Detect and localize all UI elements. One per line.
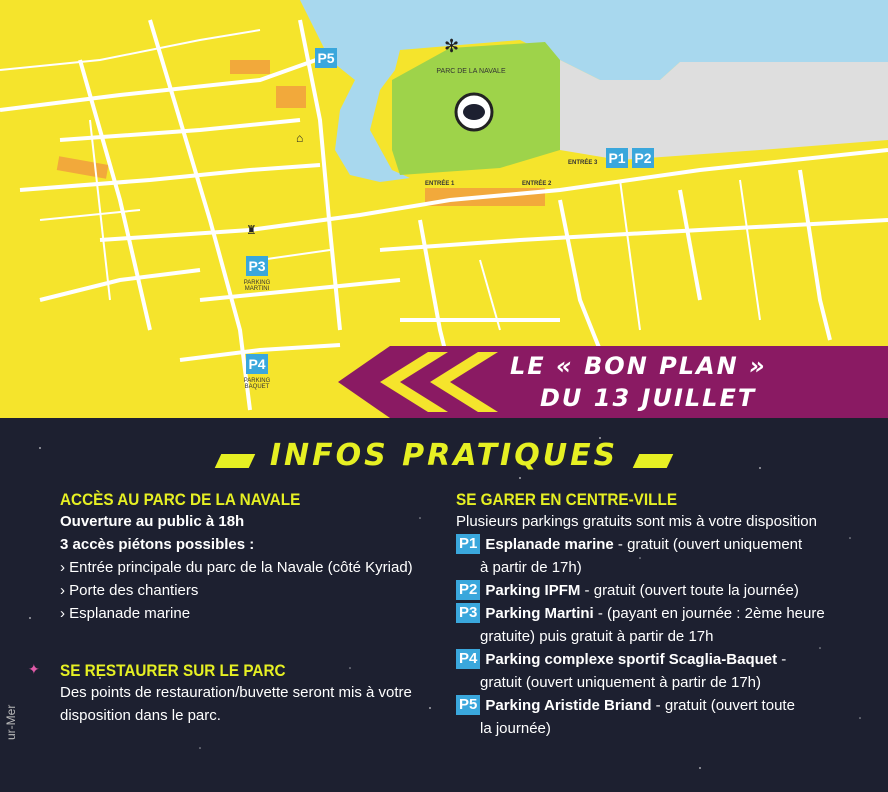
parking-detail-cont: la journée)	[480, 720, 551, 737]
entrance-1-label: ENTRÉE 1	[425, 181, 455, 187]
parking-intro: Plusieurs parkings gratuits sont mis à votre disposition	[456, 513, 817, 530]
parking-marker-p1[interactable]: P1	[606, 148, 628, 168]
parking-marker-p5[interactable]: P5	[315, 48, 337, 68]
parking-heading: SE GARER EN CENTRE-VILLE	[456, 490, 678, 509]
access-points-title: 3 accès piétons possibles :	[60, 536, 255, 553]
parking-badge: P1	[456, 534, 480, 554]
parking-detail: - gratuit (ouvert toute la journée)	[580, 582, 799, 599]
orange-block	[230, 60, 270, 74]
title-dash-left	[215, 454, 256, 468]
parking-detail: - gratuit (ouvert uniquement	[613, 536, 803, 553]
infos-title	[0, 438, 888, 473]
banner-line-1: LE « BON PLAN »	[510, 352, 767, 380]
food-heading: SE RESTAURER SUR LE PARC	[60, 661, 286, 680]
p3-caption: PARKING MARTINI	[243, 280, 271, 292]
parking-badge: P3	[456, 603, 480, 623]
parking-column	[456, 490, 876, 740]
monument-icon: ⌂	[296, 131, 304, 145]
parking-name: Parking Aristide Briand	[485, 697, 652, 714]
banner-line-2: DU 13 JUILLET	[540, 384, 757, 412]
parking-detail: -	[777, 651, 787, 668]
parking-item-p5	[456, 694, 876, 740]
church-icon: ♜	[246, 223, 257, 237]
park-label: PARC DE LA NAVALE	[436, 68, 506, 75]
parking-name: Parking complexe sportif Scaglia-Baquet	[485, 651, 778, 668]
parking-name: Esplanade marine	[485, 536, 614, 553]
parking-detail-cont: gratuit (ouvert uniquement à partir de 17h)	[480, 674, 761, 691]
access-column	[60, 490, 430, 727]
title-text: INFOS PRATIQUES	[269, 438, 619, 473]
access-point: › Porte des chantiers	[60, 582, 199, 599]
parking-name: Parking Martini	[485, 605, 594, 622]
parking-item-p4	[456, 648, 876, 694]
parking-badge: P4	[456, 649, 480, 669]
parking-detail-cont: gratuite) puis gratuit à partir de 17h	[480, 628, 714, 645]
parking-marker-p3[interactable]: P3	[246, 256, 268, 276]
info-panel	[0, 418, 888, 792]
sparkle-icon: ✦	[28, 661, 40, 677]
parking-item-p1	[456, 533, 876, 579]
entrance-2-label: ENTRÉE 2	[522, 181, 552, 187]
side-text: ur-Mer	[4, 704, 18, 740]
access-heading: ACCÈS AU PARC DE LA NAVALE	[60, 490, 301, 509]
food-text: Des points de restauration/buvette seront mis à votre disposition dans le parc.	[60, 684, 412, 724]
parking-detail: - gratuit (ouvert toute	[651, 697, 795, 714]
parking-detail: - (payant en journée : 2ème heure	[593, 605, 825, 622]
palm-icon: ✻	[444, 36, 460, 56]
parking-marker-p2[interactable]: P2	[632, 148, 654, 168]
parking-item-p3	[456, 602, 876, 648]
helmet-visor	[463, 104, 485, 120]
orange-block	[276, 86, 306, 108]
title-dash-right	[633, 454, 674, 468]
access-point: › Esplanade marine	[60, 605, 191, 622]
access-point: › Entrée principale du parc de la Navale (côté Kyriad)	[60, 559, 413, 576]
parking-name: Parking IPFM	[485, 582, 581, 599]
entrance-3-label: ENTRÉE 3	[568, 160, 598, 166]
opening-text: Ouverture au public à 18h	[60, 513, 245, 530]
parking-badge: P2	[456, 580, 480, 600]
parking-badge: P5	[456, 695, 480, 715]
parking-item-p2	[456, 579, 876, 602]
parking-marker-p4[interactable]: P4	[246, 354, 268, 374]
parking-detail-cont: à partir de 17h)	[480, 559, 582, 576]
p4-caption: PARKING BAQUET	[243, 378, 271, 390]
